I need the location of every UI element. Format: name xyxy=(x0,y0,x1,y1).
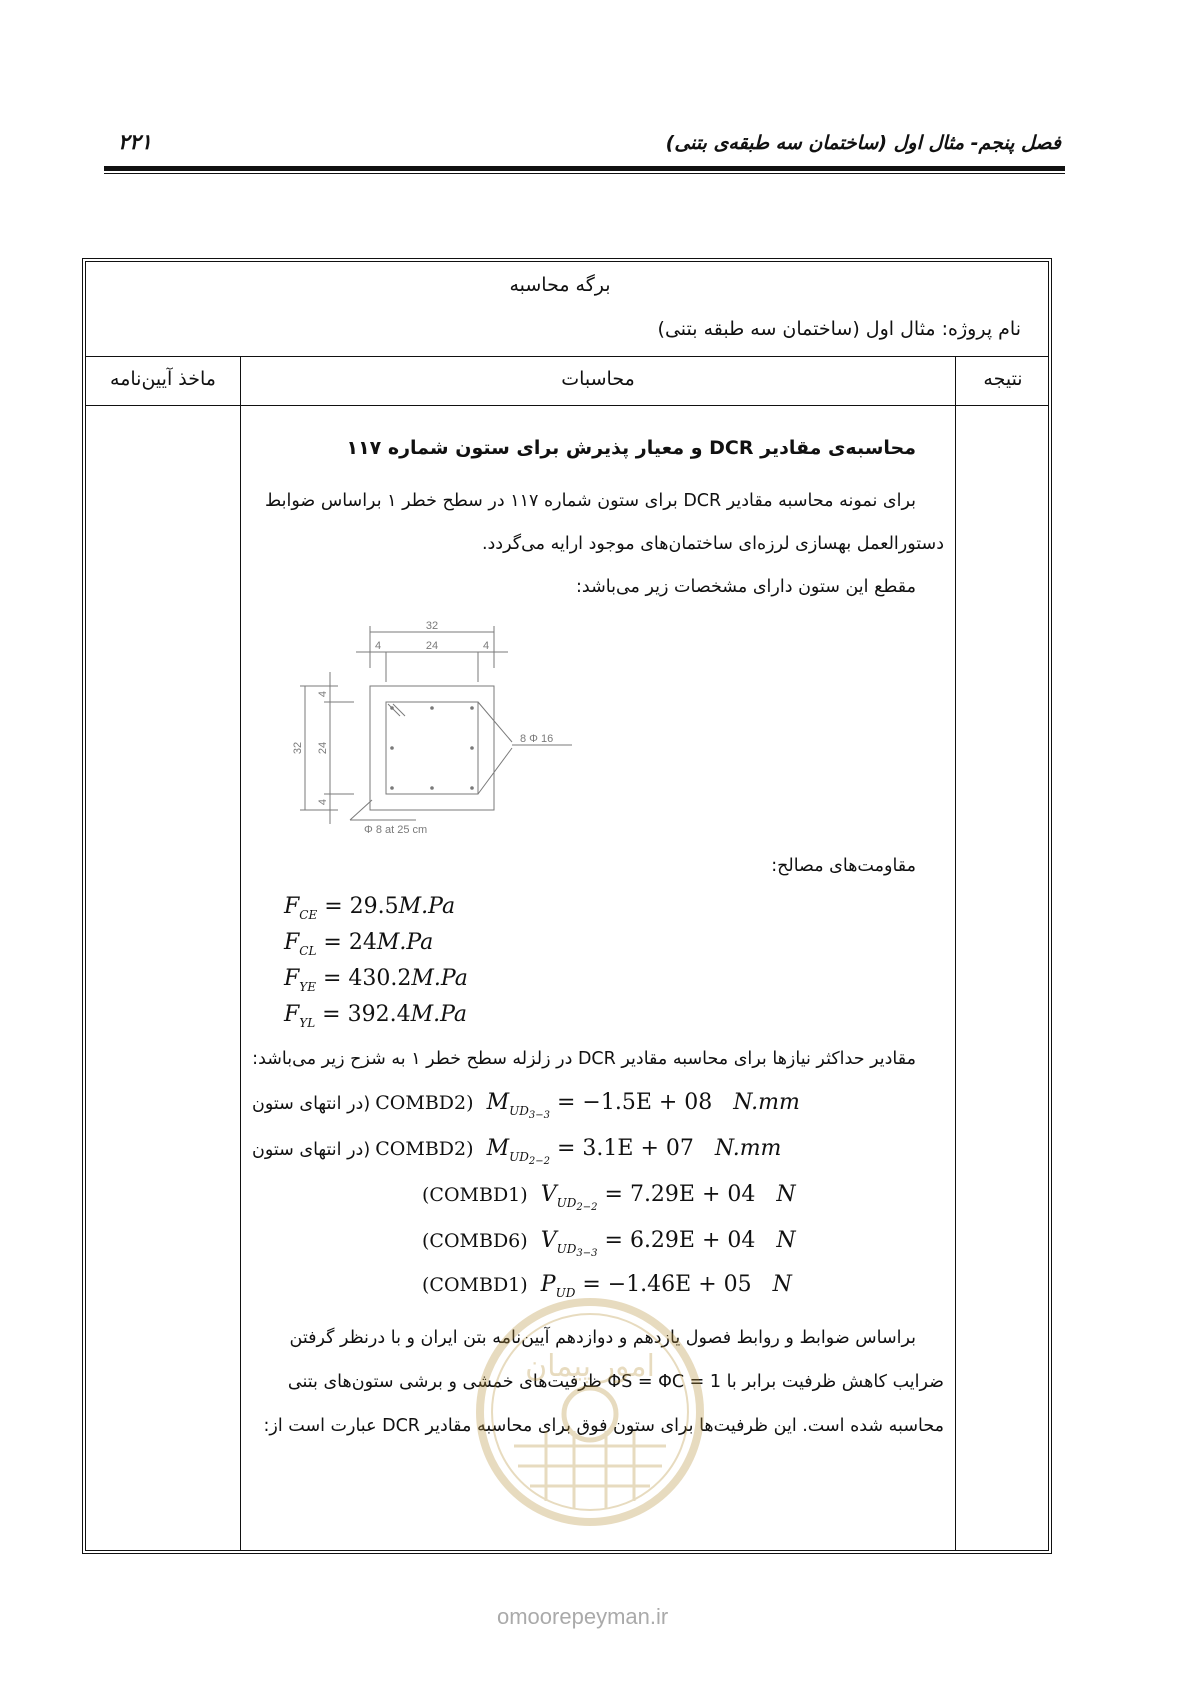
section-intro: مقطع این ستون دارای مشخصات زیر می‌باشد: xyxy=(576,577,916,597)
section-heading: محاسبه‌ی مقادیر DCR و معیار پذیرش برای ستون شماره ۱۱۷ xyxy=(346,437,916,459)
page-number: ۲۲۱ xyxy=(118,130,152,154)
dim-cover-right: 4 xyxy=(482,640,490,652)
project-name: نام پروژه: مثال اول (ساختمان سه طبقه بتنی) xyxy=(657,318,1021,340)
watermark-logo xyxy=(474,1296,706,1528)
material-strength-row: $F_{CL} = 24M.Pa$ xyxy=(284,930,434,958)
demands-intro: مقادیر حداکثر نیازها برای محاسبه مقادیر DCR در زلزله سطح خطر ۱ به شزح زیر می‌باشد: xyxy=(252,1049,916,1069)
stirrup-label: Φ 8 at 25 cm xyxy=(364,824,428,836)
column-divider-right xyxy=(955,356,956,1550)
materials-heading: مقاومت‌های مصالح: xyxy=(771,856,916,876)
material-strength-row: $F_{CE} = 29.5M.Pa$ xyxy=(284,894,456,922)
column-header-divider xyxy=(86,405,1048,406)
material-strength-row: $F_{YE} = 430.2M.Pa$ xyxy=(284,966,468,994)
header-rule-thin xyxy=(104,173,1065,174)
column-header-code-reference: ماخذ آیین‌نامه xyxy=(110,368,216,390)
dim-cover-bottom-side: 4 xyxy=(317,798,329,806)
demand-row: (در انتهای ستون COMBD2) $M_{UD2-2} = 3.1E + 07$ N.mm xyxy=(252,1136,782,1167)
demand-row: (COMBD1) $V_{UD2-2} = 7.29E + 04$ N xyxy=(422,1182,796,1213)
intro-line-1: برای نمونه محاسبه مقادیر DCR برای ستون شماره ۱۱۷ در سطح خطر ۱ براساس ضوابط xyxy=(265,491,916,511)
dim-cover-left: 4 xyxy=(374,640,382,652)
demand-row: (COMBD1) $P_{UD} = -1.46E + 05$ N xyxy=(422,1272,792,1300)
dim-cover-top-side: 4 xyxy=(317,690,329,698)
column-divider-left xyxy=(240,356,241,1550)
column-header-result: نتیجه xyxy=(983,368,1023,390)
demand-row: (COMBD6) $V_{UD3-3} = 6.29E + 04$ N xyxy=(422,1228,796,1259)
closing-line-2: ضرایب کاهش ظرفیت برابر با ΦS = ΦC = 1 ظرفیت‌های خمشی و برشی ستون‌های بتنی xyxy=(287,1372,944,1392)
dim-core-top: 24 xyxy=(425,640,439,652)
column-header-calculations: محاسبات xyxy=(561,368,635,390)
demand-row: (در انتهای ستون COMBD2) $M_{UD3-3} = -1.5E + 08$ N.mm xyxy=(252,1090,800,1121)
watermark-site: omoorepeyman.ir xyxy=(497,1604,669,1629)
intro-line-2: دستورالعمل بهسازی لرزه‌ای ساختمان‌های موجود ارایه می‌گردد. xyxy=(481,534,944,554)
sheet-title: برگه محاسبه xyxy=(509,274,611,296)
header-rule-thick xyxy=(104,166,1065,171)
material-strength-row: $F_{YL} = 392.4M.Pa$ xyxy=(284,1002,468,1030)
closing-line-3: محاسبه شده است. این ظرفیت‌ها برای ستون فوق برای محاسبه مقادیر DCR عبارت است از: xyxy=(263,1416,944,1436)
closing-line-1: براساس ضوابط و روابط فصول یازدهم و دوازدهم آیین‌نامه بتن ایران و با درنظر گرفتن xyxy=(289,1328,916,1348)
rebar-label: 8 Φ 16 xyxy=(520,733,554,745)
column-section-drawing xyxy=(280,612,585,842)
dim-total-side: 32 xyxy=(292,741,304,755)
sheet-header-divider xyxy=(86,356,1048,357)
dim-core-side: 24 xyxy=(317,741,329,755)
chapter-title: فصل پنجم- مثال اول (ساختمان سه طبقه‌ی بتنی) xyxy=(665,132,1061,154)
dim-total-top: 32 xyxy=(425,620,439,632)
watermark-logo-text: امور پیمان xyxy=(525,1349,655,1384)
